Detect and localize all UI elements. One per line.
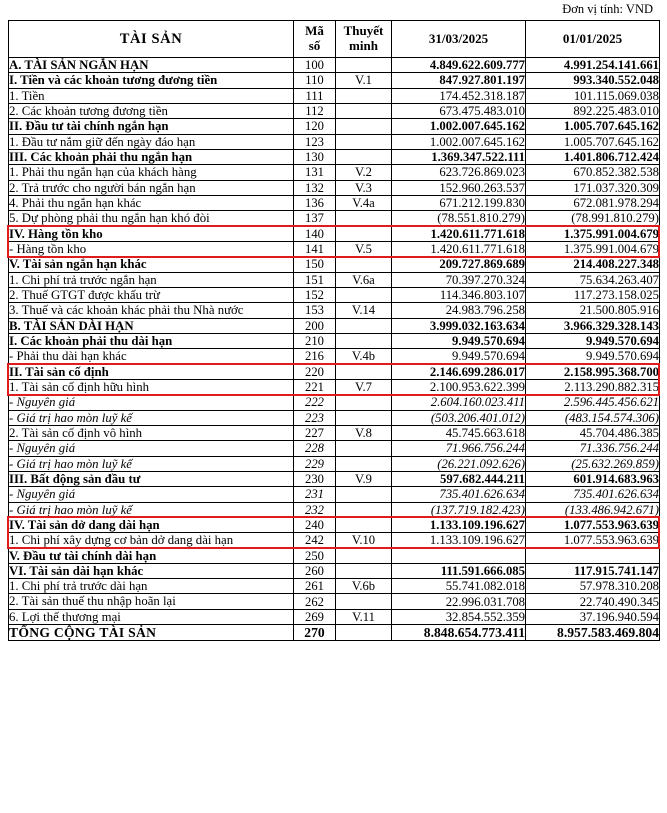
row-label: 1. Phải thu ngắn hạn của khách hàng [9,165,294,180]
row-note: V.1 [336,73,392,88]
row-code: 136 [294,195,336,210]
row-note: V.7 [336,379,392,394]
table-row [9,287,660,302]
row-code: 152 [294,287,336,302]
table-header [9,21,660,58]
row-label: 2. Tài sản cố định vô hình [9,425,294,440]
row-code: 240 [294,517,336,532]
row-code: 137 [294,211,336,226]
row-value-previous: 672.081.978.294 [526,195,660,210]
row-value-current: 4.849.622.609.777 [392,58,526,73]
row-value-current: 114.346.803.107 [392,287,526,302]
column-header-period-previous: 01/01/2025 [526,21,660,58]
row-label: I. Các khoản phải thu dài hạn [9,333,294,348]
row-value-current: 174.452.318.187 [392,88,526,103]
row-label: 1. Tài sản cố định hữu hình [9,379,294,394]
row-value-previous: 171.037.320.309 [526,180,660,195]
row-code: 120 [294,119,336,134]
row-note [336,502,392,517]
table-row [9,241,660,256]
row-value-current: 1.002.007.645.162 [392,134,526,149]
row-note: V.8 [336,425,392,440]
row-label: - Phải thu dài hạn khác [9,349,294,364]
row-label: IV. Tài sản dở dang dài hạn [9,517,294,532]
row-value-previous: 3.966.329.328.143 [526,318,660,333]
row-value-current: 70.397.270.324 [392,272,526,287]
row-value-previous: 670.852.382.538 [526,165,660,180]
row-note [336,563,392,578]
row-label: - Giá trị hao mòn luỹ kế [9,502,294,517]
row-code: 222 [294,395,336,410]
table-row [9,103,660,118]
row-code: 270 [294,625,336,641]
row-value-previous: 117.273.158.025 [526,287,660,302]
row-note [336,548,392,563]
row-value-previous: 45.704.486.385 [526,425,660,440]
row-code: 269 [294,609,336,624]
row-value-previous: 71.336.756.244 [526,441,660,456]
row-note: V.5 [336,241,392,256]
row-code: 223 [294,410,336,425]
row-value-previous: 993.340.552.048 [526,73,660,88]
row-code: 112 [294,103,336,118]
row-value-current: 45.745.663.618 [392,425,526,440]
row-value-current: 32.854.552.359 [392,609,526,624]
row-value-current: 1.369.347.522.111 [392,149,526,164]
table-row [9,318,660,333]
row-value-current: 623.726.869.023 [392,165,526,180]
row-note [336,88,392,103]
row-label: 1. Chi phí trả trước dài hạn [9,579,294,594]
row-label: II. Đầu tư tài chính ngắn hạn [9,119,294,134]
row-label: II. Tài sản cố định [9,364,294,379]
row-value-previous: 21.500.805.916 [526,303,660,318]
table-row [9,533,660,548]
row-code: 131 [294,165,336,180]
row-value-current: 2.604.160.023.411 [392,395,526,410]
row-value-previous: 117.915.741.147 [526,563,660,578]
row-value-previous: 601.914.683.963 [526,471,660,486]
column-header-code-line1: Mã [305,23,324,39]
table-row [9,58,660,73]
table-row [9,502,660,517]
row-code: 123 [294,134,336,149]
row-value-current: 3.999.032.163.634 [392,318,526,333]
row-value-current: 8.848.654.773.411 [392,625,526,641]
table-row [9,180,660,195]
table-row [9,165,660,180]
table-row [9,134,660,149]
table-row [9,487,660,502]
row-label: IV. Hàng tồn kho [9,226,294,241]
row-note [336,333,392,348]
row-label: 4. Phải thu ngắn hạn khác [9,195,294,210]
row-value-previous: 1.077.553.963.639 [526,517,660,532]
table-row [9,333,660,348]
row-value-current: 24.983.796.258 [392,303,526,318]
row-value-previous: 101.115.069.038 [526,88,660,103]
row-note [336,517,392,532]
row-note [336,364,392,379]
column-header-asset: TÀI SẢN [9,21,294,58]
row-value-previous [526,548,660,563]
row-note: V.14 [336,303,392,318]
table-row [9,211,660,226]
row-value-current: 22.996.031.708 [392,594,526,609]
row-code: 221 [294,379,336,394]
row-note [336,257,392,272]
row-code: 130 [294,149,336,164]
table-row [9,73,660,88]
row-value-current: 847.927.801.197 [392,73,526,88]
table-row [9,410,660,425]
row-note [336,487,392,502]
row-code: 111 [294,88,336,103]
row-value-previous: 2.596.445.456.621 [526,395,660,410]
row-code: 200 [294,318,336,333]
table-row [9,272,660,287]
row-note: V.9 [336,471,392,486]
row-value-previous: 2.158.995.368.700 [526,364,660,379]
table-row [9,119,660,134]
row-note [336,625,392,641]
row-note: V.3 [336,180,392,195]
row-value-previous: 57.978.310.208 [526,579,660,594]
row-value-current: 2.100.953.622.399 [392,379,526,394]
row-code: 228 [294,441,336,456]
row-label: I. Tiền và các khoản tương đương tiền [9,73,294,88]
row-label: TỔNG CỘNG TÀI SẢN [9,625,294,641]
row-value-previous: (483.154.574.306) [526,410,660,425]
row-label: 3. Thuế và các khoản khác phải thu Nhà nước [9,303,294,318]
row-value-previous: 9.949.570.694 [526,349,660,364]
row-label: 6. Lợi thế thương mại [9,609,294,624]
row-label: 2. Tài sản thuế thu nhập hoãn lại [9,594,294,609]
table-row [9,579,660,594]
row-value-current: 1.002.007.645.162 [392,119,526,134]
row-label: - Nguyên giá [9,487,294,502]
table-row [9,226,660,241]
row-code: 153 [294,303,336,318]
row-value-current: 735.401.626.634 [392,487,526,502]
row-value-current: 1.133.109.196.627 [392,533,526,548]
row-code: 229 [294,456,336,471]
row-label: III. Bất động sản đầu tư [9,471,294,486]
table-row [9,609,660,624]
row-label: III. Các khoản phải thu ngắn hạn [9,149,294,164]
row-value-previous: 1.375.991.004.679 [526,226,660,241]
row-value-previous: (25.632.269.859) [526,456,660,471]
row-label: B. TÀI SẢN DÀI HẠN [9,318,294,333]
row-value-current: 9.949.570.694 [392,349,526,364]
row-value-current: (503.206.401.012) [392,410,526,425]
row-label: 2. Thuế GTGT được khấu trừ [9,287,294,302]
row-value-current: 671.212.199.830 [392,195,526,210]
row-code: 230 [294,471,336,486]
row-value-previous: 1.077.553.963.639 [526,533,660,548]
table-row [9,563,660,578]
row-code: 232 [294,502,336,517]
row-value-current: (78.551.810.279) [392,211,526,226]
row-note [336,410,392,425]
row-note: V.6b [336,579,392,594]
row-value-current: 1.420.611.771.618 [392,226,526,241]
row-note [336,58,392,73]
row-value-previous: (78.991.810.279) [526,211,660,226]
row-value-current [392,548,526,563]
row-label: 2. Trả trước cho người bán ngắn hạn [9,180,294,195]
table-row [9,517,660,532]
row-value-current: 111.591.666.085 [392,563,526,578]
row-note: V.11 [336,609,392,624]
row-note [336,211,392,226]
row-label: 5. Dự phòng phải thu ngắn hạn khó đòi [9,211,294,226]
table-row [9,364,660,379]
row-value-previous: 37.196.940.594 [526,609,660,624]
row-value-previous: 2.113.290.882.315 [526,379,660,394]
row-label: - Giá trị hao mòn luỹ kế [9,410,294,425]
table-row [9,88,660,103]
row-code: 110 [294,73,336,88]
row-value-previous: 214.408.227.348 [526,257,660,272]
row-note [336,456,392,471]
row-value-current: 673.475.483.010 [392,103,526,118]
row-note [336,594,392,609]
table-row [9,548,660,563]
row-note [336,103,392,118]
row-label: 2. Các khoản tương đương tiền [9,103,294,118]
column-header-period-current: 31/03/2025 [392,21,526,58]
row-label: 1. Chi phí trả trước ngắn hạn [9,272,294,287]
table-body [9,58,660,641]
row-label: 1. Tiền [9,88,294,103]
row-value-current: (137.719.182.423) [392,502,526,517]
row-value-previous: 9.949.570.694 [526,333,660,348]
row-value-previous: (133.486.942.671) [526,502,660,517]
row-note [336,149,392,164]
table-header-row [9,21,660,58]
row-label: V. Đầu tư tài chính dài hạn [9,548,294,563]
row-label: 1. Chi phí xây dựng cơ bản dở dang dài hạn [9,533,294,548]
table-row [9,456,660,471]
row-value-current: 597.682.444.211 [392,471,526,486]
row-value-previous: 75.634.263.407 [526,272,660,287]
row-note: V.4a [336,195,392,210]
row-value-current: 1.133.109.196.627 [392,517,526,532]
row-code: 260 [294,563,336,578]
row-label: - Giá trị hao mòn luỹ kế [9,456,294,471]
row-note: V.10 [336,533,392,548]
row-value-current: 71.966.756.244 [392,441,526,456]
table-row [9,349,660,364]
table-row [9,471,660,486]
row-note: V.4b [336,349,392,364]
row-value-previous: 1.005.707.645.162 [526,119,660,134]
row-value-current: 1.420.611.771.618 [392,241,526,256]
column-header-code-line2: số [308,38,321,53]
row-code: 250 [294,548,336,563]
row-value-current: 209.727.869.689 [392,257,526,272]
row-note: V.2 [336,165,392,180]
row-note [336,441,392,456]
row-code: 220 [294,364,336,379]
row-code: 132 [294,180,336,195]
row-label: A. TÀI SẢN NGẮN HẠN [9,58,294,73]
row-note [336,318,392,333]
row-note [336,395,392,410]
row-code: 227 [294,425,336,440]
row-value-previous: 22.740.490.345 [526,594,660,609]
row-value-current: 9.949.570.694 [392,333,526,348]
row-value-current: 55.741.082.018 [392,579,526,594]
balance-sheet-table [8,20,660,641]
table-row [9,379,660,394]
column-header-code [294,21,336,58]
row-value-previous: 4.991.254.141.661 [526,58,660,73]
row-value-previous: 8.957.583.469.804 [526,625,660,641]
row-note: V.6a [336,272,392,287]
table-row [9,625,660,641]
row-code: 242 [294,533,336,548]
row-value-previous: 735.401.626.634 [526,487,660,502]
row-code: 231 [294,487,336,502]
row-label: VI. Tài sản dài hạn khác [9,563,294,578]
row-note [336,119,392,134]
row-code: 210 [294,333,336,348]
row-value-previous: 1.005.707.645.162 [526,134,660,149]
row-note [336,226,392,241]
column-header-note-line2: minh [349,38,378,53]
table-row [9,594,660,609]
table-row [9,257,660,272]
row-value-current: 2.146.699.286.017 [392,364,526,379]
table-row [9,441,660,456]
table-row [9,149,660,164]
row-note [336,287,392,302]
column-header-note-line1: Thuyết [343,23,384,39]
table-row [9,395,660,410]
row-label: 1. Đầu tư nắm giữ đến ngày đáo hạn [9,134,294,149]
table-row [9,303,660,318]
row-code: 262 [294,594,336,609]
column-header-note [336,21,392,58]
row-label: V. Tài sản ngắn hạn khác [9,257,294,272]
row-code: 141 [294,241,336,256]
row-value-current: 152.960.263.537 [392,180,526,195]
row-label: - Hàng tồn kho [9,241,294,256]
unit-note: Đơn vị tính: VND [562,2,653,16]
row-value-previous: 1.401.806.712.424 [526,149,660,164]
row-value-previous: 892.225.483.010 [526,103,660,118]
row-note [336,134,392,149]
row-code: 150 [294,257,336,272]
table-row [9,195,660,210]
table-row [9,425,660,440]
row-label: - Nguyên giá [9,395,294,410]
row-label: - Nguyên giá [9,441,294,456]
row-value-previous: 1.375.991.004.679 [526,241,660,256]
row-code: 261 [294,579,336,594]
row-code: 216 [294,349,336,364]
row-code: 140 [294,226,336,241]
row-code: 151 [294,272,336,287]
row-code: 100 [294,58,336,73]
row-value-current: (26.221.092.626) [392,456,526,471]
